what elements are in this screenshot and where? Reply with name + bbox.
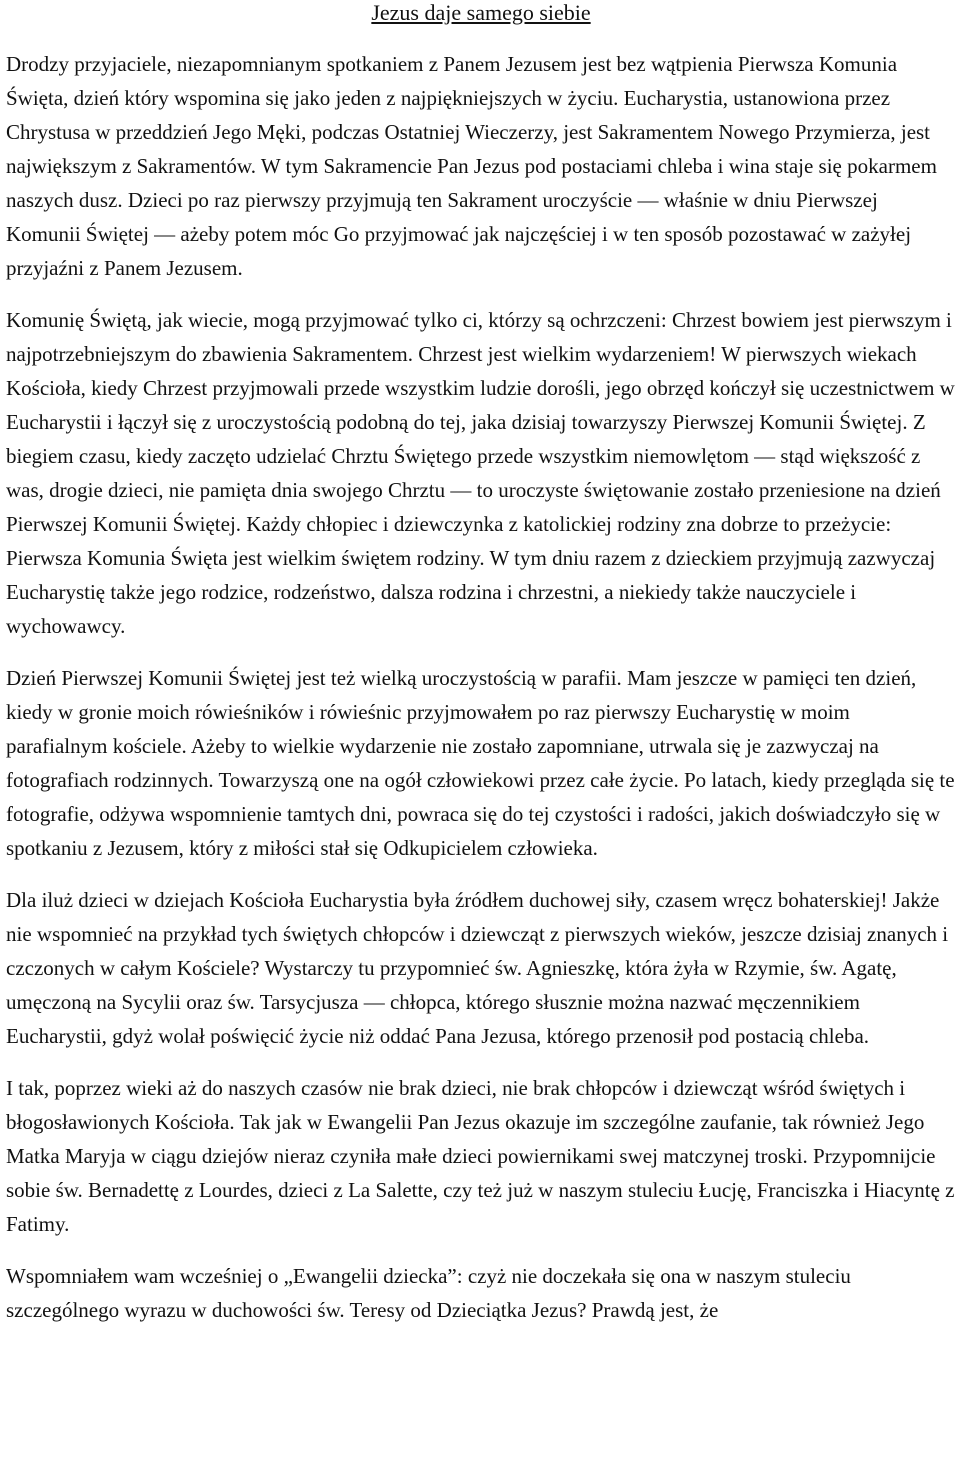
paragraph-1: Drodzy przyjaciele, niezapomnianym spotkaniem z Panem Jezusem jest bez wątpienia Pierwsza Komunia Święta, dzień który wspomina się jako jeden z najpiękniejszych w życiu. Eucharystia, ustanowiona przez Chrystusa w przeddzień Jego Męki, podczas Ostatniej Wieczerzy, jest Sakramentem Nowego Przymierza, jest największym z Sakramentów. W tym Sakramencie Pan Jezus pod postaciami chleba i wina staje się pokarmem naszych dusz. Dzieci po raz pierwszy przyjmują ten Sakrament uroczyście — właśnie w dniu Pierwszej Komunii Świętej — ażeby potem móc Go przyjmować jak najczęściej i w ten sposób pozostawać w zażyłej przyjaźni z Panem Jezusem. — [6, 52, 937, 280]
document-page — [6, 0, 956, 1327]
paragraph-6: Wspomniałem wam wcześniej o „Ewangelii dziecka”: czyż nie doczekała się ona w naszym stuleciu szczególnego wyrazu w duchowości św. Teresy od Dzieciątka Jezus? Prawdą jest, że — [6, 1264, 851, 1322]
paragraph-4: Dla iluż dzieci w dziejach Kościoła Eucharystia była źródłem duchowej siły, czasem wręcz bohaterskiej! Jakże nie wspomnieć na przykład tych świętych chłopców i dziewcząt z pierwszych wieków, jeszcze dzisiaj znanych i czczonych w całym Kościele? Wystarczy tu przypomnieć św. Agnieszkę, która żyła w Rzymie, św. Agatę, umęczoną na Sycylii oraz św. Tarsycjusza — chłopca, którego słusznie można nazwać męczennikiem Eucharystii, gdyż wolał poświęcić życie niż oddać Pana Jezusa, którego przenosił pod postacią chleba. — [6, 888, 949, 1048]
paragraph-5: I tak, poprzez wieki aż do naszych czasów nie brak dzieci, nie brak chłopców i dziewcząt wśród świętych i błogosławionych Kościoła. Tak jak w Ewangelii Pan Jezus okazuje im szczególne zaufanie, tak również Jego Matka Maryja w ciągu dziejów nieraz czyniła małe dzieci powiernikami swej matczynej troski. Przypomnijcie sobie św. Bernadettę z Lourdes, dzieci z La Salette, czy też już w naszym stuleciu Łucję, Franciszka i Hiacyntę z Fatimy. — [6, 1076, 955, 1236]
paragraph-3: Dzień Pierwszej Komunii Świętej jest też wielką uroczystością w parafii. Mam jeszcze w pamięci ten dzień, kiedy w gronie moich rówieśników i rówieśnic przyjmowałem po raz pierwszy Eucharystię w moim parafialnym kościele. Ażeby to wielkie wydarzenie nie zostało zapomniane, utrwala się je zazwyczaj na fotografiach rodzinnych. Towarzyszą one na ogół człowiekowi przez całe życie. Po latach, kiedy przegląda się te fotografie, odżywa wspomnienie tamtych dni, powraca się do tej czystości i radości, jakich doświadczyło się w spotkaniu z Jezusem, który z miłości stał się Odkupicielem człowieka. — [6, 666, 955, 860]
paragraph-2: Komunię Świętą, jak wiecie, mogą przyjmować tylko ci, którzy są ochrzczeni: Chrzest bowiem jest pierwszym i najpotrzebniejszym do zbawienia Sakramentem. Chrzest jest wielkim wydarzeniem! W pierwszych wiekach Kościoła, kiedy Chrzest przyjmowali przede wszystkim ludzie dorośli, jego obrzęd kończył się uczestnictwem w Eucharystii i łączył się z uroczystością podobną do tej, jaka dzisiaj towarzyszy Pierwszej Komunii Świętej. Z biegiem czasu, kiedy zaczęto udzielać Chrztu Świętego przede wszystkim niemowlętom — stąd większość z was, drogie dzieci, nie pamięta dnia swojego Chrztu — to uroczyste świętowanie zostało przeniesione na dzień Pierwszej Komunii Świętej. Każdy chłopiec i dziewczynka z katolickiej rodziny zna dobrze to przeżycie: Pierwsza Komunia Święta jest wielkim świętem rodziny. W tym dniu razem z dzieckiem przyjmują zazwyczaj Eucharystię także jego rodzice, rodzeństwo, dalsza rodzina i chrzestni, a niekiedy także nauczyciele i wychowawcy. — [6, 308, 955, 638]
document-title: Jezus daje samego siebie — [371, 0, 591, 25]
